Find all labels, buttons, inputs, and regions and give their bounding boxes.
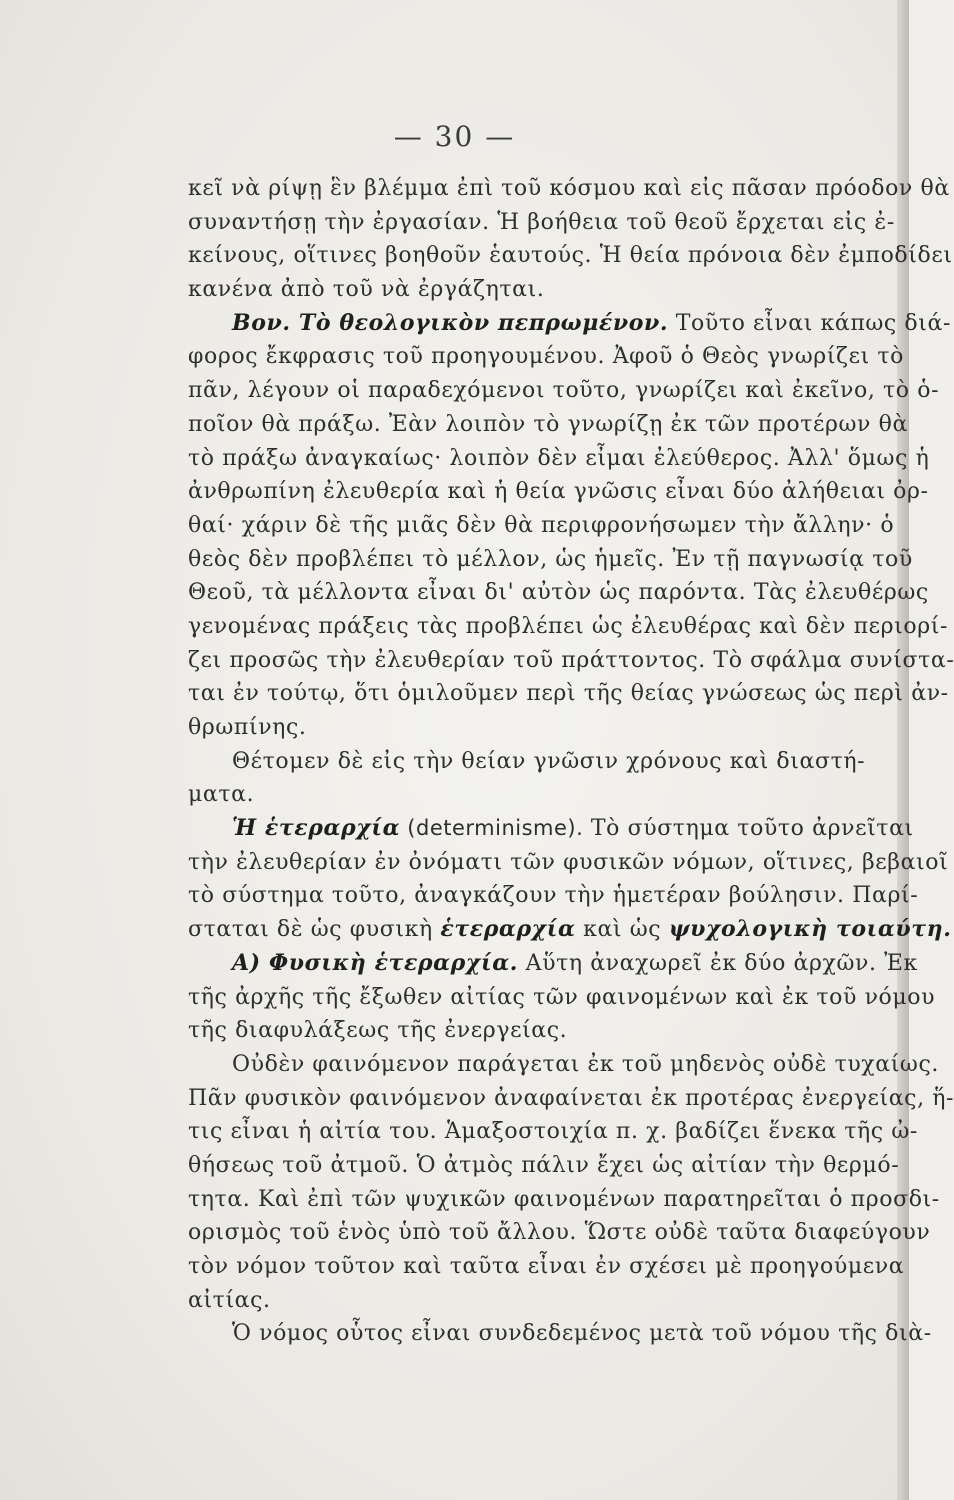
text-line: ματα. bbox=[188, 782, 255, 808]
text-run: καὶ ὡς bbox=[575, 917, 669, 943]
text-line: τὴν ἐλευθερίαν ἐν ὀνόματι τῶν φυσικῶν νόμων, οἵτινες, βεβαιοῖ bbox=[188, 849, 949, 875]
text-line: γενομένας πράξεις τὰς προβλέπει ὡς ἐλευθέρας καὶ δὲν περιορί- bbox=[188, 613, 949, 639]
section-heading: Βον. Τὸ θεολογικὸν πεπρωμένον. bbox=[232, 309, 669, 336]
text-line: κεῖ νὰ ρίψῃ ἓν βλέμμα ἐπὶ τοῦ κόσμου καὶ εἰς πᾶσαν πρόοδον θὰ bbox=[188, 176, 950, 201]
text-line: κείνους, οἵτινες βοηθοῦν ἑαυτούς. Ἡ θεία πρόνοια δὲν ἐμποδίδει bbox=[188, 243, 953, 269]
text-line: κανένα ἀπὸ τοῦ νὰ ἐργάζηται. bbox=[188, 277, 545, 303]
text-line: τὸ σύστημα τοῦτο, ἀναγκάζουν τὴν ἡμετέραν βούλησιν. Παρί- bbox=[188, 883, 919, 909]
text-line: πᾶν, λέγουν οἱ παραδεχόμενοι τοῦτο, γνωρίζει καὶ ἐκεῖνο, τὸ ὁ- bbox=[188, 378, 940, 404]
text-line: αἰτίας. bbox=[188, 1287, 271, 1313]
text-line: θρωπίνης. bbox=[188, 715, 307, 740]
page-number: — 30 — bbox=[393, 120, 516, 153]
text-line: θήσεως τοῦ ἀτμοῦ. Ὁ ἀτμὸς πάλιν ἔχει ὡς αἰτίαν τὴν θερμό- bbox=[188, 1152, 900, 1178]
text-line: ορισμὸς τοῦ ἑνὸς ὑπὸ τοῦ ἄλλου. Ὥστε οὐδὲ ταῦτα διαφεύγουν bbox=[188, 1220, 931, 1246]
text-line: Οὐδὲν φαινόμενον παράγεται ἐκ τοῦ μηδενὸς οὐδὲ τυχαίως. bbox=[232, 1051, 939, 1077]
text-line: τὸ πράξω ἀναγκαίως· λοιπὸν δὲν εἶμαι ἐλεύθερος. Ἀλλ' ὅμως ἡ bbox=[188, 445, 930, 471]
text-line: τὸν νόμον τοῦτον καὶ ταῦτα εἶναι ἐν σχέσει μὲ προηγούμενα bbox=[188, 1254, 905, 1279]
paragraph-start bbox=[188, 307, 951, 341]
text-line: ζει προσῶς τὴν ἐλευθερίαν τοῦ πράττοντος. Τὸ σφάλμα συνίστα- bbox=[188, 647, 954, 673]
text-line: Θέτομεν δὲ εἰς τὴν θείαν γνῶσιν χρόνους καὶ διαστή- bbox=[232, 748, 866, 774]
text-line: συναντήσῃ τὴν ἐργασίαν. Ἡ βοήθεια τοῦ θεοῦ ἔρχεται εἰς ἐ- bbox=[188, 209, 895, 235]
text-run: Τὸ σύστημα τοῦτο ἀρνεῖται bbox=[583, 816, 914, 842]
paragraph-start bbox=[188, 947, 918, 981]
paragraph-start bbox=[188, 812, 914, 846]
text-line: θαί· χάριν δὲ τῆς μιᾶς δὲν θὰ περιφρονήσωμεν τὴν ἄλλην· ὁ bbox=[188, 512, 895, 538]
text-line: φορος ἔκφρασις τοῦ προηγουμένου. Ἀφοῦ ὁ Θεὸς γνωρίζει τὸ bbox=[188, 344, 905, 370]
text-line: τῆς διαφυλάξεως τῆς ἐνεργείας. bbox=[188, 1018, 568, 1044]
latin-term: (determinisme). bbox=[400, 816, 584, 841]
text-line: Ὁ νόμος οὗτος εἶναι συνδεδεμένος μετὰ τοῦ νόμου τῆς διὰ- bbox=[232, 1321, 932, 1347]
text-run: Τοῦτο εἶναι κάπως διά- bbox=[668, 310, 951, 336]
text-line: Θεοῦ, τὰ μέλλοντα εἶναι δι' αὐτὸν ὡς παρόντα. Τὰς ἐλευθέρως bbox=[188, 580, 929, 606]
text-line: τητα. Καὶ ἐπὶ τῶν ψυχικῶν φαινομένων παρατηρεῖται ὁ προσδι- bbox=[188, 1186, 940, 1212]
text-run: Αὕτη ἀναχωρεῖ ἐκ δύο ἀρχῶν. Ἐκ bbox=[518, 950, 918, 976]
emphasis-term: ἑτεραρχία bbox=[440, 916, 576, 943]
emphasis-term: ψυχολογικὴ τοιαύτη. bbox=[668, 916, 952, 943]
section-heading: Α) Φυσικὴ ἑτεραρχία. bbox=[232, 949, 519, 976]
text-line: τῆς ἀρχῆς τῆς ἔξωθεν αἰτίας τῶν φαινομένων καὶ ἐκ τοῦ νόμου bbox=[188, 984, 936, 1010]
text-line: τις εἶναι ἡ αἰτία του. Ἁμαξοστοιχία π. χ. βαδίζει ἕνεκα τῆς ὠ- bbox=[188, 1119, 918, 1145]
text-line: ἀνθρωπίνη ἐλευθερία καὶ ἡ θεία γνῶσις εἶναι δύο ἀλήθειαι ὀρ- bbox=[188, 479, 929, 505]
body-text bbox=[188, 172, 954, 1351]
text-line: Πᾶν φυσικὸν φαινόμενον ἀναφαίνεται ἐκ προτέρας ἐνεργείας, ἥ- bbox=[188, 1085, 954, 1111]
text-line: ται ἐν τούτῳ, ὅτι ὁμιλοῦμεν περὶ τῆς θείας γνώσεως ὡς περὶ ἀν- bbox=[188, 681, 949, 707]
text-line: ποῖον θὰ πράξω. Ἐὰν λοιπὸν τὸ γνωρίζῃ ἐκ τῶν προτέρων θὰ bbox=[188, 411, 908, 437]
section-heading: Ἡ ἑτεραρχία bbox=[232, 815, 401, 842]
text-run: σταται δὲ ὡς φυσικὴ bbox=[188, 917, 441, 943]
text-line bbox=[188, 913, 952, 947]
text-line: θεὸς δὲν προβλέπει τὸ μέλλον, ὡς ἡμεῖς. Ἐν τῇ παγνωσίᾳ τοῦ bbox=[188, 546, 913, 572]
